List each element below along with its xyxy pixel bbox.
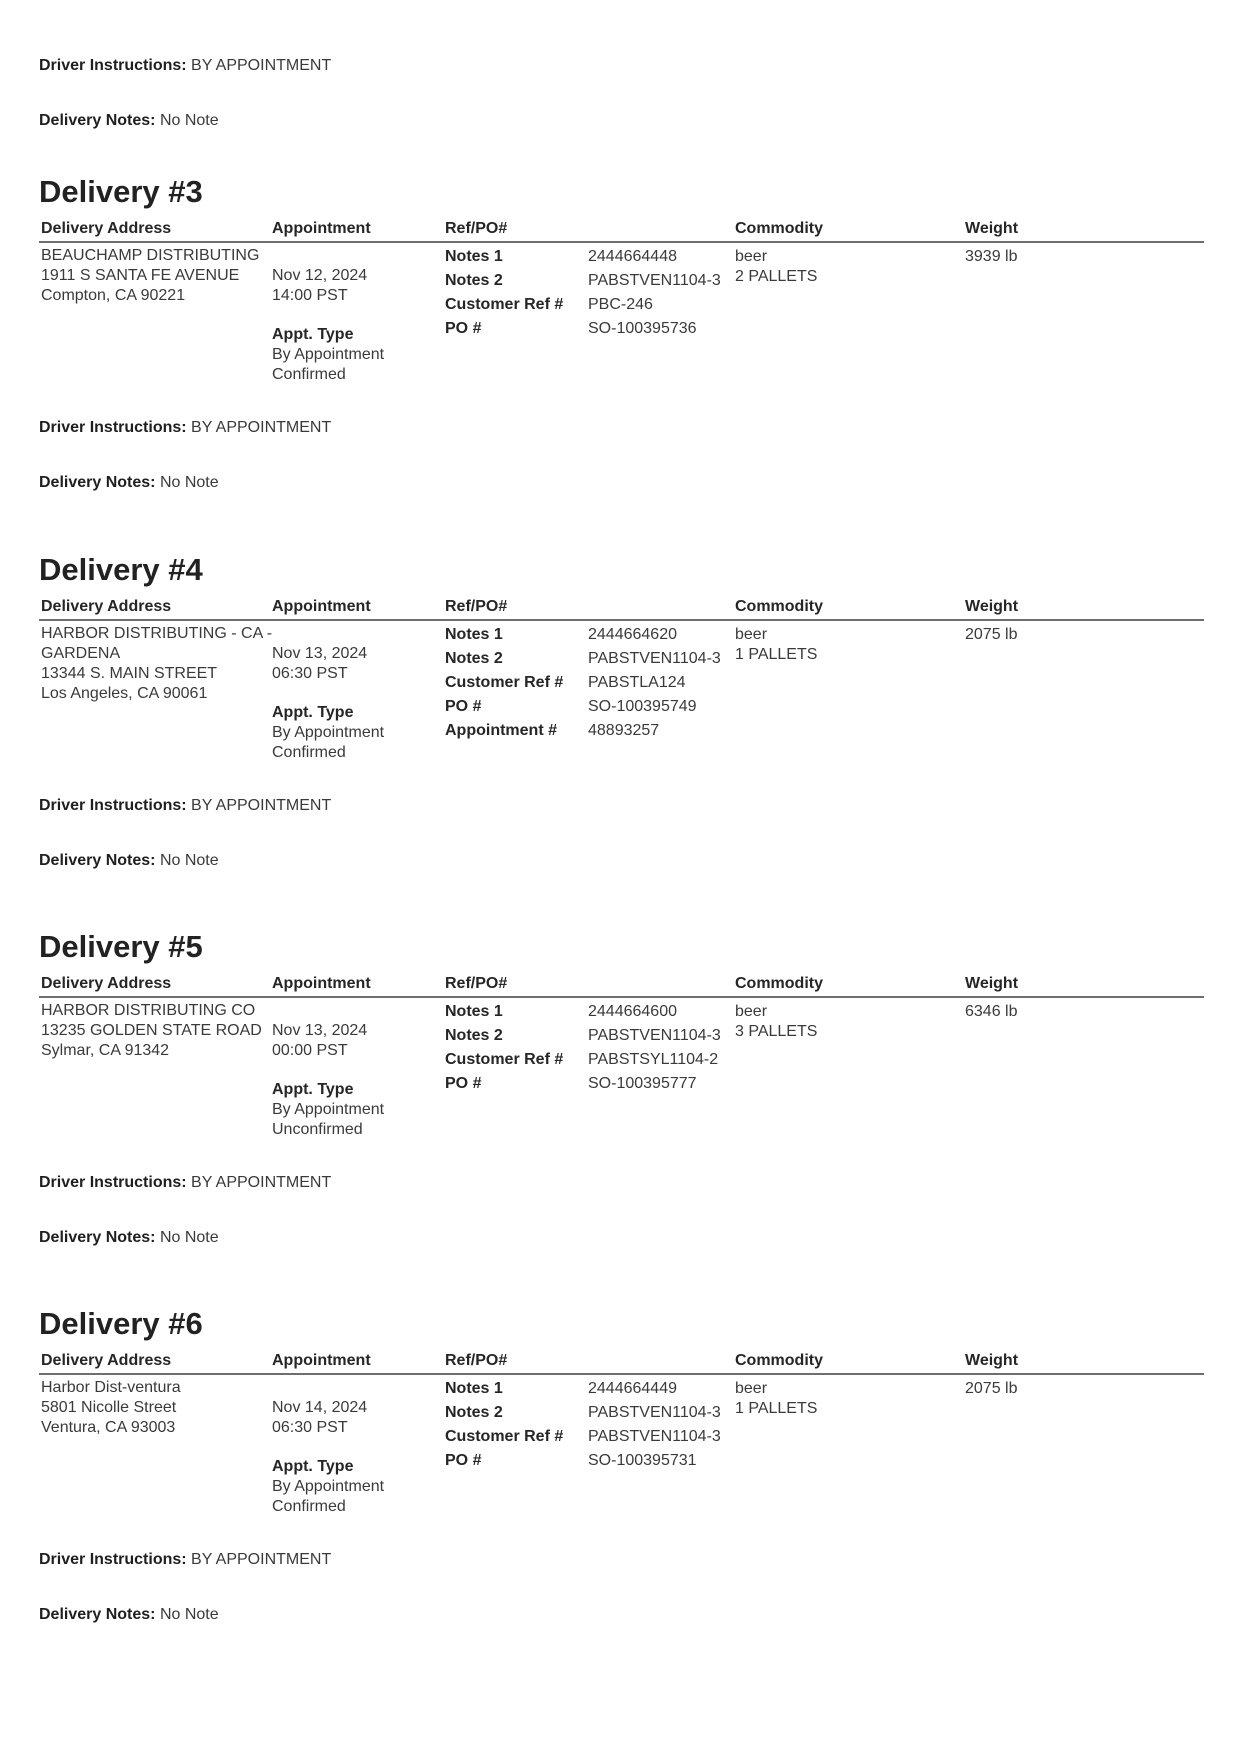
appt-type-label: Appt. Type	[272, 704, 354, 721]
column-header-address: Delivery Address	[41, 975, 172, 992]
ref-value: SO-100395736	[588, 320, 697, 337]
appointment-cell	[272, 1398, 384, 1517]
address-line: Harbor Dist-ventura	[41, 1379, 181, 1396]
ref-row	[445, 697, 735, 721]
ref-value: 2444664448	[588, 248, 677, 265]
delivery-title: Delivery #3	[39, 174, 203, 209]
driver-instructions-value: BY APPOINTMENT	[191, 1551, 332, 1568]
ref-value: PABSTSYL1104-2	[588, 1051, 719, 1068]
appointment-time: 00:00 PST	[272, 1042, 348, 1059]
ref-label: Customer Ref #	[445, 674, 564, 691]
column-header-weight: Weight	[965, 220, 1019, 237]
ref-row	[445, 721, 735, 745]
appt-type-label: Appt. Type	[272, 1081, 354, 1098]
delivery-notes-value: No Note	[159, 112, 219, 129]
address-line: Compton, CA 90221	[41, 287, 186, 304]
delivery-title: Delivery #6	[39, 1306, 203, 1341]
delivery-notes-value: No Note	[159, 852, 219, 869]
appt-type-value: By Appointment	[272, 724, 385, 741]
delivery-address	[41, 1378, 181, 1438]
driver-instructions	[39, 796, 331, 816]
commodity-cell	[735, 1002, 817, 1042]
driver-instructions	[39, 418, 331, 438]
ref-label: Notes 1	[445, 626, 503, 643]
delivery-notes-label: Delivery Notes:	[39, 112, 156, 129]
ref-value: SO-100395749	[588, 698, 697, 715]
appt-status: Confirmed	[272, 744, 346, 761]
column-header-commodity: Commodity	[735, 975, 823, 992]
driver-instructions-value: BY APPOINTMENT	[191, 1174, 332, 1191]
ref-row	[445, 1427, 735, 1451]
address-line: GARDENA	[41, 645, 121, 662]
ref-value: PBC-246	[588, 296, 653, 313]
appt-type-value: By Appointment	[272, 346, 385, 363]
delivery-title: Delivery #5	[39, 929, 203, 964]
column-header-ref: Ref/PO#	[445, 1352, 508, 1369]
appointment-date: Nov 14, 2024	[272, 1399, 368, 1416]
address-line: 5801 Nicolle Street	[41, 1399, 177, 1416]
ref-row	[445, 295, 735, 319]
column-header-commodity: Commodity	[735, 598, 823, 615]
ref-row	[445, 1026, 735, 1050]
weight-value: 2075 lb	[965, 626, 1018, 643]
delivery-title: Delivery #4	[39, 552, 203, 587]
driver-instructions-label: Driver Instructions:	[39, 419, 187, 436]
delivery-notes-label: Delivery Notes:	[39, 852, 156, 869]
column-header-weight: Weight	[965, 598, 1019, 615]
ref-value: 48893257	[588, 722, 660, 739]
appointment-date: Nov 13, 2024	[272, 1022, 368, 1039]
appt-status: Unconfirmed	[272, 1121, 363, 1138]
delivery-notes	[39, 1228, 219, 1248]
driver-instructions-value: BY APPOINTMENT	[191, 797, 332, 814]
column-header-weight: Weight	[965, 1352, 1019, 1369]
ref-row	[445, 319, 735, 343]
ref-row	[445, 673, 735, 697]
appt-status: Confirmed	[272, 366, 346, 383]
appt-type-label: Appt. Type	[272, 326, 354, 343]
ref-value: 2444664449	[588, 1380, 677, 1397]
header-divider	[39, 1373, 1204, 1375]
address-line: Los Angeles, CA 90061	[41, 685, 208, 702]
ref-label: Customer Ref #	[445, 1051, 564, 1068]
delivery-section-3	[39, 174, 1204, 574]
address-line: 13235 GOLDEN STATE ROAD	[41, 1022, 262, 1039]
ref-label: Notes 1	[445, 1380, 503, 1397]
column-header-address: Delivery Address	[41, 598, 172, 615]
commodity-name: beer	[735, 248, 768, 265]
appt-status: Confirmed	[272, 1498, 346, 1515]
header-divider	[39, 241, 1204, 243]
appointment-time: 14:00 PST	[272, 287, 348, 304]
ref-label: PO #	[445, 698, 482, 715]
delivery-notes-value: No Note	[159, 474, 219, 491]
appointment-time: 06:30 PST	[272, 665, 348, 682]
driver-instructions-label: Driver Instructions:	[39, 1551, 187, 1568]
column-header-commodity: Commodity	[735, 1352, 823, 1369]
ref-value: SO-100395731	[588, 1452, 697, 1469]
delivery-notes	[39, 111, 219, 131]
ref-label: Notes 2	[445, 272, 503, 289]
address-line: Sylmar, CA 91342	[41, 1042, 170, 1059]
commodity-quantity: 2 PALLETS	[735, 268, 818, 285]
delivery-notes-label: Delivery Notes:	[39, 1606, 156, 1623]
commodity-cell	[735, 625, 817, 665]
driver-instructions	[39, 1173, 331, 1193]
delivery-address	[41, 1001, 262, 1061]
ref-row	[445, 625, 735, 649]
weight-value: 6346 lb	[965, 1003, 1018, 1020]
appointment-cell	[272, 1021, 384, 1140]
appt-type-label: Appt. Type	[272, 1458, 354, 1475]
header-divider	[39, 619, 1204, 621]
ref-label: Notes 1	[445, 248, 503, 265]
address-line: HARBOR DISTRIBUTING CO	[41, 1002, 256, 1019]
driver-instructions-label: Driver Instructions:	[39, 797, 187, 814]
commodity-quantity: 1 PALLETS	[735, 646, 818, 663]
commodity-name: beer	[735, 1003, 768, 1020]
address-line: Ventura, CA 93003	[41, 1419, 176, 1436]
driver-instructions	[39, 1550, 331, 1570]
ref-value: PABSTVEN1104-3	[588, 1404, 721, 1421]
appointment-cell	[272, 266, 384, 385]
driver-instructions-value: BY APPOINTMENT	[191, 57, 332, 74]
delivery-section-4	[39, 552, 1204, 952]
ref-value: 2444664620	[588, 626, 677, 643]
column-header-appointment: Appointment	[272, 975, 371, 992]
column-header-ref: Ref/PO#	[445, 975, 508, 992]
address-line: 1911 S SANTA FE AVENUE	[41, 267, 240, 284]
delivery-notes	[39, 851, 219, 871]
appointment-cell	[272, 644, 384, 763]
ref-row	[445, 271, 735, 295]
appointment-time: 06:30 PST	[272, 1419, 348, 1436]
delivery-notes-value: No Note	[159, 1229, 219, 1246]
driver-instructions	[39, 56, 331, 76]
column-header-address: Delivery Address	[41, 1352, 172, 1369]
commodity-quantity: 3 PALLETS	[735, 1023, 818, 1040]
ref-label: Notes 2	[445, 1027, 503, 1044]
column-header-address: Delivery Address	[41, 220, 172, 237]
ref-row	[445, 649, 735, 673]
appointment-date: Nov 13, 2024	[272, 645, 368, 662]
ref-row	[445, 1451, 735, 1475]
column-header-commodity: Commodity	[735, 220, 823, 237]
column-header-appointment: Appointment	[272, 1352, 371, 1369]
delivery-address	[41, 624, 272, 704]
appointment-date: Nov 12, 2024	[272, 267, 368, 284]
ref-label: Customer Ref #	[445, 296, 564, 313]
commodity-quantity: 1 PALLETS	[735, 1400, 818, 1417]
ref-value: PABSTLA124	[588, 674, 686, 691]
ref-value: PABSTVEN1104-3	[588, 272, 721, 289]
weight-value: 3939 lb	[965, 248, 1018, 265]
ref-value: 2444664600	[588, 1003, 677, 1020]
delivery-notes-label: Delivery Notes:	[39, 474, 156, 491]
commodity-name: beer	[735, 626, 768, 643]
address-line: BEAUCHAMP DISTRIBUTING	[41, 247, 260, 264]
delivery-notes	[39, 473, 219, 493]
driver-instructions-label: Driver Instructions:	[39, 57, 187, 74]
delivery-section-5	[39, 929, 1204, 1329]
ref-label: Appointment #	[445, 722, 557, 739]
address-line: 13344 S. MAIN STREET	[41, 665, 218, 682]
ref-row	[445, 1074, 735, 1098]
commodity-cell	[735, 1379, 817, 1419]
ref-label: Notes 2	[445, 650, 503, 667]
commodity-name: beer	[735, 1380, 768, 1397]
column-header-weight: Weight	[965, 975, 1019, 992]
column-header-appointment: Appointment	[272, 598, 371, 615]
ref-value: PABSTVEN1104-3	[588, 1027, 721, 1044]
delivery-address	[41, 246, 259, 306]
ref-label: Notes 2	[445, 1404, 503, 1421]
driver-instructions-value: BY APPOINTMENT	[191, 419, 332, 436]
ref-label: PO #	[445, 320, 482, 337]
ref-row	[445, 1050, 735, 1074]
delivery-notes-value: No Note	[159, 1606, 219, 1623]
delivery-notes	[39, 1605, 219, 1625]
ref-value: SO-100395777	[588, 1075, 697, 1092]
ref-row	[445, 1379, 735, 1403]
ref-row	[445, 1002, 735, 1026]
header-divider	[39, 996, 1204, 998]
weight-value: 2075 lb	[965, 1380, 1018, 1397]
appt-type-value: By Appointment	[272, 1478, 385, 1495]
ref-label: PO #	[445, 1452, 482, 1469]
column-header-ref: Ref/PO#	[445, 598, 508, 615]
driver-instructions-label: Driver Instructions:	[39, 1174, 187, 1191]
ref-row	[445, 1403, 735, 1427]
ref-label: Customer Ref #	[445, 1428, 564, 1445]
column-header-appointment: Appointment	[272, 220, 371, 237]
delivery-section-6	[39, 1306, 1204, 1706]
delivery-notes-label: Delivery Notes:	[39, 1229, 156, 1246]
appt-type-value: By Appointment	[272, 1101, 385, 1118]
column-header-ref: Ref/PO#	[445, 220, 508, 237]
ref-row	[445, 247, 735, 271]
ref-label: Notes 1	[445, 1003, 503, 1020]
address-line: HARBOR DISTRIBUTING - CA -	[41, 625, 273, 642]
ref-label: PO #	[445, 1075, 482, 1092]
ref-value: PABSTVEN1104-3	[588, 650, 721, 667]
commodity-cell	[735, 247, 817, 287]
ref-value: PABSTVEN1104-3	[588, 1428, 721, 1445]
